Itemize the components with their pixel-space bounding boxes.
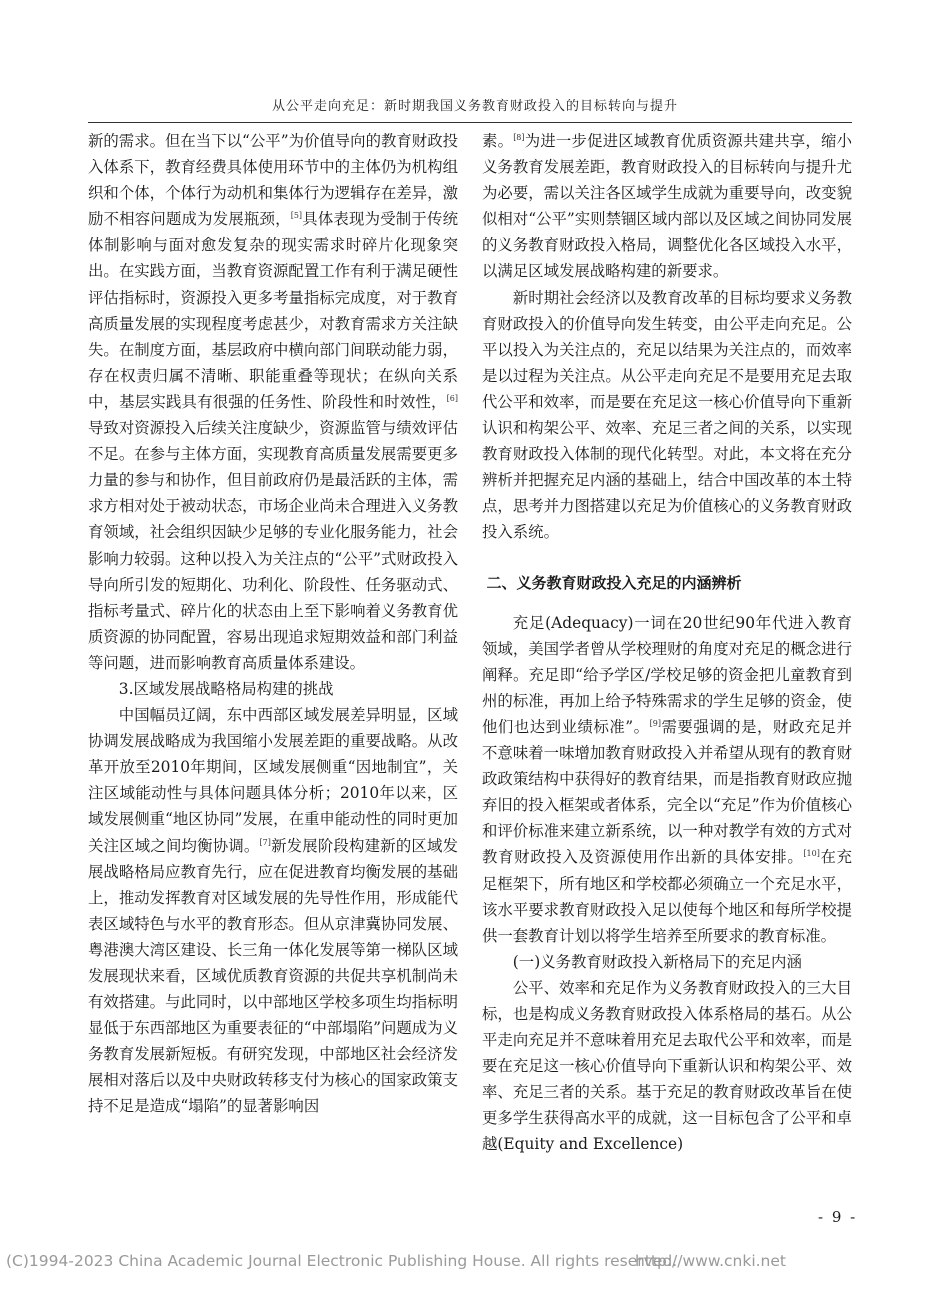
website-link[interactable]: http://www.cnki.net <box>634 1252 786 1270</box>
running-header: 从公平走向充足：新时期我国义务教育财政投入的目标转向与提升 <box>271 99 678 114</box>
subsection-1-title: (一)义务教育财政投入新格局下的充足内涵 <box>512 952 802 971</box>
subsection-3-title: 3.区域发展战略格局构建的挑战 <box>118 679 334 698</box>
left-paragraph-1: 新的需求。但在当下以“公平”为价值导向的教育财政投入体系下，教育经费具体使用环节中的主体仍为机构组织和个体，个体行为动机和集体行为逻辑存在差异，激励不相容问题成为发展瓶颈，[5]具体表现为受制于传统体制影响与面对愈发复杂的现实需求时碎片化现象突出。在实践方面，当教育资源配置工作有利于满足硬性评估指标时，资源投入更多考量指标完成度，对于教育高质量发展的实现程度考虑甚少，对教育需求方关注缺失。在制度方面，基层政府中横向部门间联动能力弱，存在权责归属不清晰、职能重叠等现状；在纵向关系中，基层实践具有很强的任务性、阶段性和时效性，[6]导致对资源投入后续关注度缺少，资源监管与绩效评估不足。在参与主体方面，实现教育高质量发展需要更多力量的参与和协作，但目前政府仍是最活跃的主体，需求方相对处于被动状态，市场企业尚未合理进入义务教育领域，社会组织因缺少足够的专业化服务能力，社会影响力较弱。这种以投入为关注点的“公平”式财政投入导向所引发的短期化、功利化、阶段性、任务驱动式、指标考量式、碎片化的状态由上至下影响着义务教育优质资源的协同配置，容易出现追求短期效益和部门利益等问题，进而影响教育高质量体系建设。 <box>88 132 458 672</box>
section-2-heading: 二、义务教育财政投入充足的内涵辨析 <box>486 573 742 592</box>
citation-5: [5] <box>290 211 303 221</box>
header-rule <box>88 122 852 123</box>
citation-7: [7] <box>259 837 271 847</box>
copyright-text: (C)1994-2023 China Academic Journal Electronic Publishing House. All rights reserved. <box>6 1252 678 1270</box>
right-paragraph-2: 新时期社会经济以及教育改革的目标均要求义务教育财政投入的价值导向发生转变，由公平走向充足。公平以投入为关注点的，充足以结果为关注点的，而效率是以过程为关注点。从公平走向充足不是要用充足去取代公平和效率，而是要在充足这一核心价值导向下重新认识和构架公平、效率、充足三者之间的关系，以实现教育财政投入体制的现代化转型。对此，本文将在充分辨析并把握充足内涵的基础上，结合中国改革的本土特点，思考并力图搭建以充足为价值核心的义务教育财政投入系统。 <box>482 288 852 542</box>
right-column <box>482 128 852 1158</box>
right-paragraph-1: 素。[8]为进一步促进区域教育优质资源共建共享，缩小义务教育发展差距，教育财政投入的目标转向与提升尤为必要，需以关注各区域学生成就为重要导向，改变貌似相对“公平”实则禁锢区域内部以及区域之间协同发展的义务教育财政投入格局，调整优化各区域投入水平，以满足区域发展战略构建的新要求。 <box>482 132 852 281</box>
left-paragraph-2: 中国幅员辽阔，东中西部区域发展差异明显，区域协调发展战略成为我国缩小发展差距的重要战略。从改革开放至2010年期间，区域发展侧重“因地制宜”，关注区域能动性与具体问题具体分析；2010年以来，区域发展侧重“地区协同”发展，在重申能动性的同时更加关注区域之间均衡协调。[7]新发展阶段构建新的区域发展战略格局应教育先行，应在促进教育均衡发展的基础上，推动发挥教育对区域发展的先导性作用，形成能代表区域特色与水平的教育形态。但从京津冀协同发展、粤港澳大湾区建设、长三角一体化发展等第一梯队区域发展现状来看，区域优质教育资源的共促共享机制尚未有效搭建。与此同时，以中部地区学校多项生均指标明显低于东西部地区为重要表征的“中部塌陷”问题成为义务教育发展新短板。有研究发现，中部地区社会经济发展相对落后以及中央财政转移支付为核心的国家政策支持不足是造成“塌陷”的显著影响因 <box>88 706 458 1116</box>
citation-10: [10] <box>803 849 820 859</box>
citation-6: [6] <box>446 393 458 403</box>
left-column <box>88 128 458 1120</box>
citation-8: [8] <box>513 133 525 142</box>
right-paragraph-3: 充足(Adequacy)一词在20世纪90年代进入教育领域，美国学者曾从学校理财的角度对充足的概念进行阐释。充足即“给予学区/学校足够的资金把儿童教育到州的标准，再加上给予特殊需求的学生足够的资金，使他们也达到业绩标准”。[9]需要强调的是，财政充足并不意味着一味增加教育财政投入并希望从现有的教育财政政策结构中获得好的教育结果，而是指教育财政应抛弃旧的投入框架或者体系，完全以“充足”作为价值核心和评价标准来建立新系统，以一种对教学有效的方式对教育财政投入及资源使用作出新的具体安排。[10]在充足框架下，所有地区和学校都必须确立一个充足水平，该水平要求教育财政投入足以使每个地区和每所学校提供一套教育计划以将学生培养至所要求的教育标准。 <box>482 613 852 945</box>
page-number: - 9 - <box>818 1208 858 1226</box>
right-paragraph-4: 公平、效率和充足作为义务教育财政投入的三大目标，也是构成义务教育财政投入体系格局的基石。从公平走向充足并不意味着用充足去取代公平和效率，而是要在充足这一核心价值导向下重新认识和构架公平、效率、充足三者的关系。基于充足的教育财政改革旨在使更多学生获得高水平的成就，这一目标包含了公平和卓越(Equity and Excellence) <box>482 978 852 1154</box>
citation-9: [9] <box>649 718 661 728</box>
